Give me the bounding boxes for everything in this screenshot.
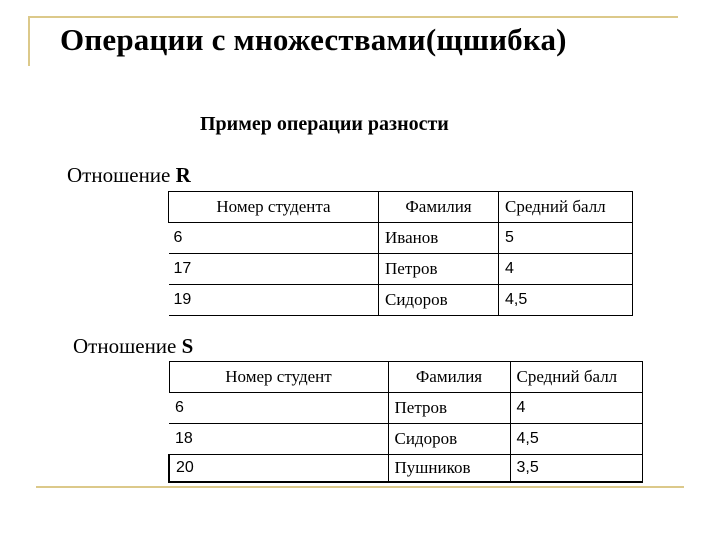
cell-student-number: 17 (169, 254, 379, 285)
cell-average-score: 4,5 (510, 424, 642, 455)
column-header: Фамилия (379, 192, 499, 223)
column-header: Средний балл (499, 192, 633, 223)
relation-s-label (73, 334, 193, 359)
relation-r-table (168, 191, 633, 316)
table-row (169, 254, 633, 285)
cell-student-number: 20 (169, 455, 388, 483)
cell-student-number: 6 (169, 393, 388, 424)
cell-surname: Пушников (388, 455, 510, 483)
cell-surname: Сидоров (379, 285, 499, 316)
slide-title: Операции с множествами(щшибка) (60, 22, 567, 57)
table-header-row (169, 362, 642, 393)
relation-r-label-name: R (175, 163, 191, 187)
cell-average-score: 5 (499, 223, 633, 254)
cell-average-score: 3,5 (510, 455, 642, 483)
cell-average-score: 4,5 (499, 285, 633, 316)
slide-subtitle: Пример операции разности (200, 113, 449, 135)
table-row (169, 424, 642, 455)
frame-left-line (28, 16, 30, 66)
column-header: Фамилия (388, 362, 510, 393)
column-header: Номер студент (169, 362, 388, 393)
cell-average-score: 4 (499, 254, 633, 285)
column-header: Номер студента (169, 192, 379, 223)
relation-r-label (67, 163, 191, 188)
frame-top-line (28, 16, 678, 18)
cell-surname: Петров (388, 393, 510, 424)
cell-average-score: 4 (510, 393, 642, 424)
table-row (169, 285, 633, 316)
column-header: Средний балл (510, 362, 642, 393)
cell-surname: Петров (379, 254, 499, 285)
relation-s-table (168, 361, 643, 483)
cell-surname: Сидоров (388, 424, 510, 455)
cell-student-number: 18 (169, 424, 388, 455)
cell-surname: Иванов (379, 223, 499, 254)
cell-student-number: 6 (169, 223, 379, 254)
table-row (169, 455, 642, 483)
relation-s-label-prefix: Отношение (73, 334, 182, 358)
table-header-row (169, 192, 633, 223)
relation-r-label-prefix: Отношение (67, 163, 176, 187)
table-row (169, 393, 642, 424)
frame-bottom-line (36, 486, 684, 488)
table-row (169, 223, 633, 254)
cell-student-number: 19 (169, 285, 379, 316)
relation-s-label-name: S (181, 334, 194, 358)
